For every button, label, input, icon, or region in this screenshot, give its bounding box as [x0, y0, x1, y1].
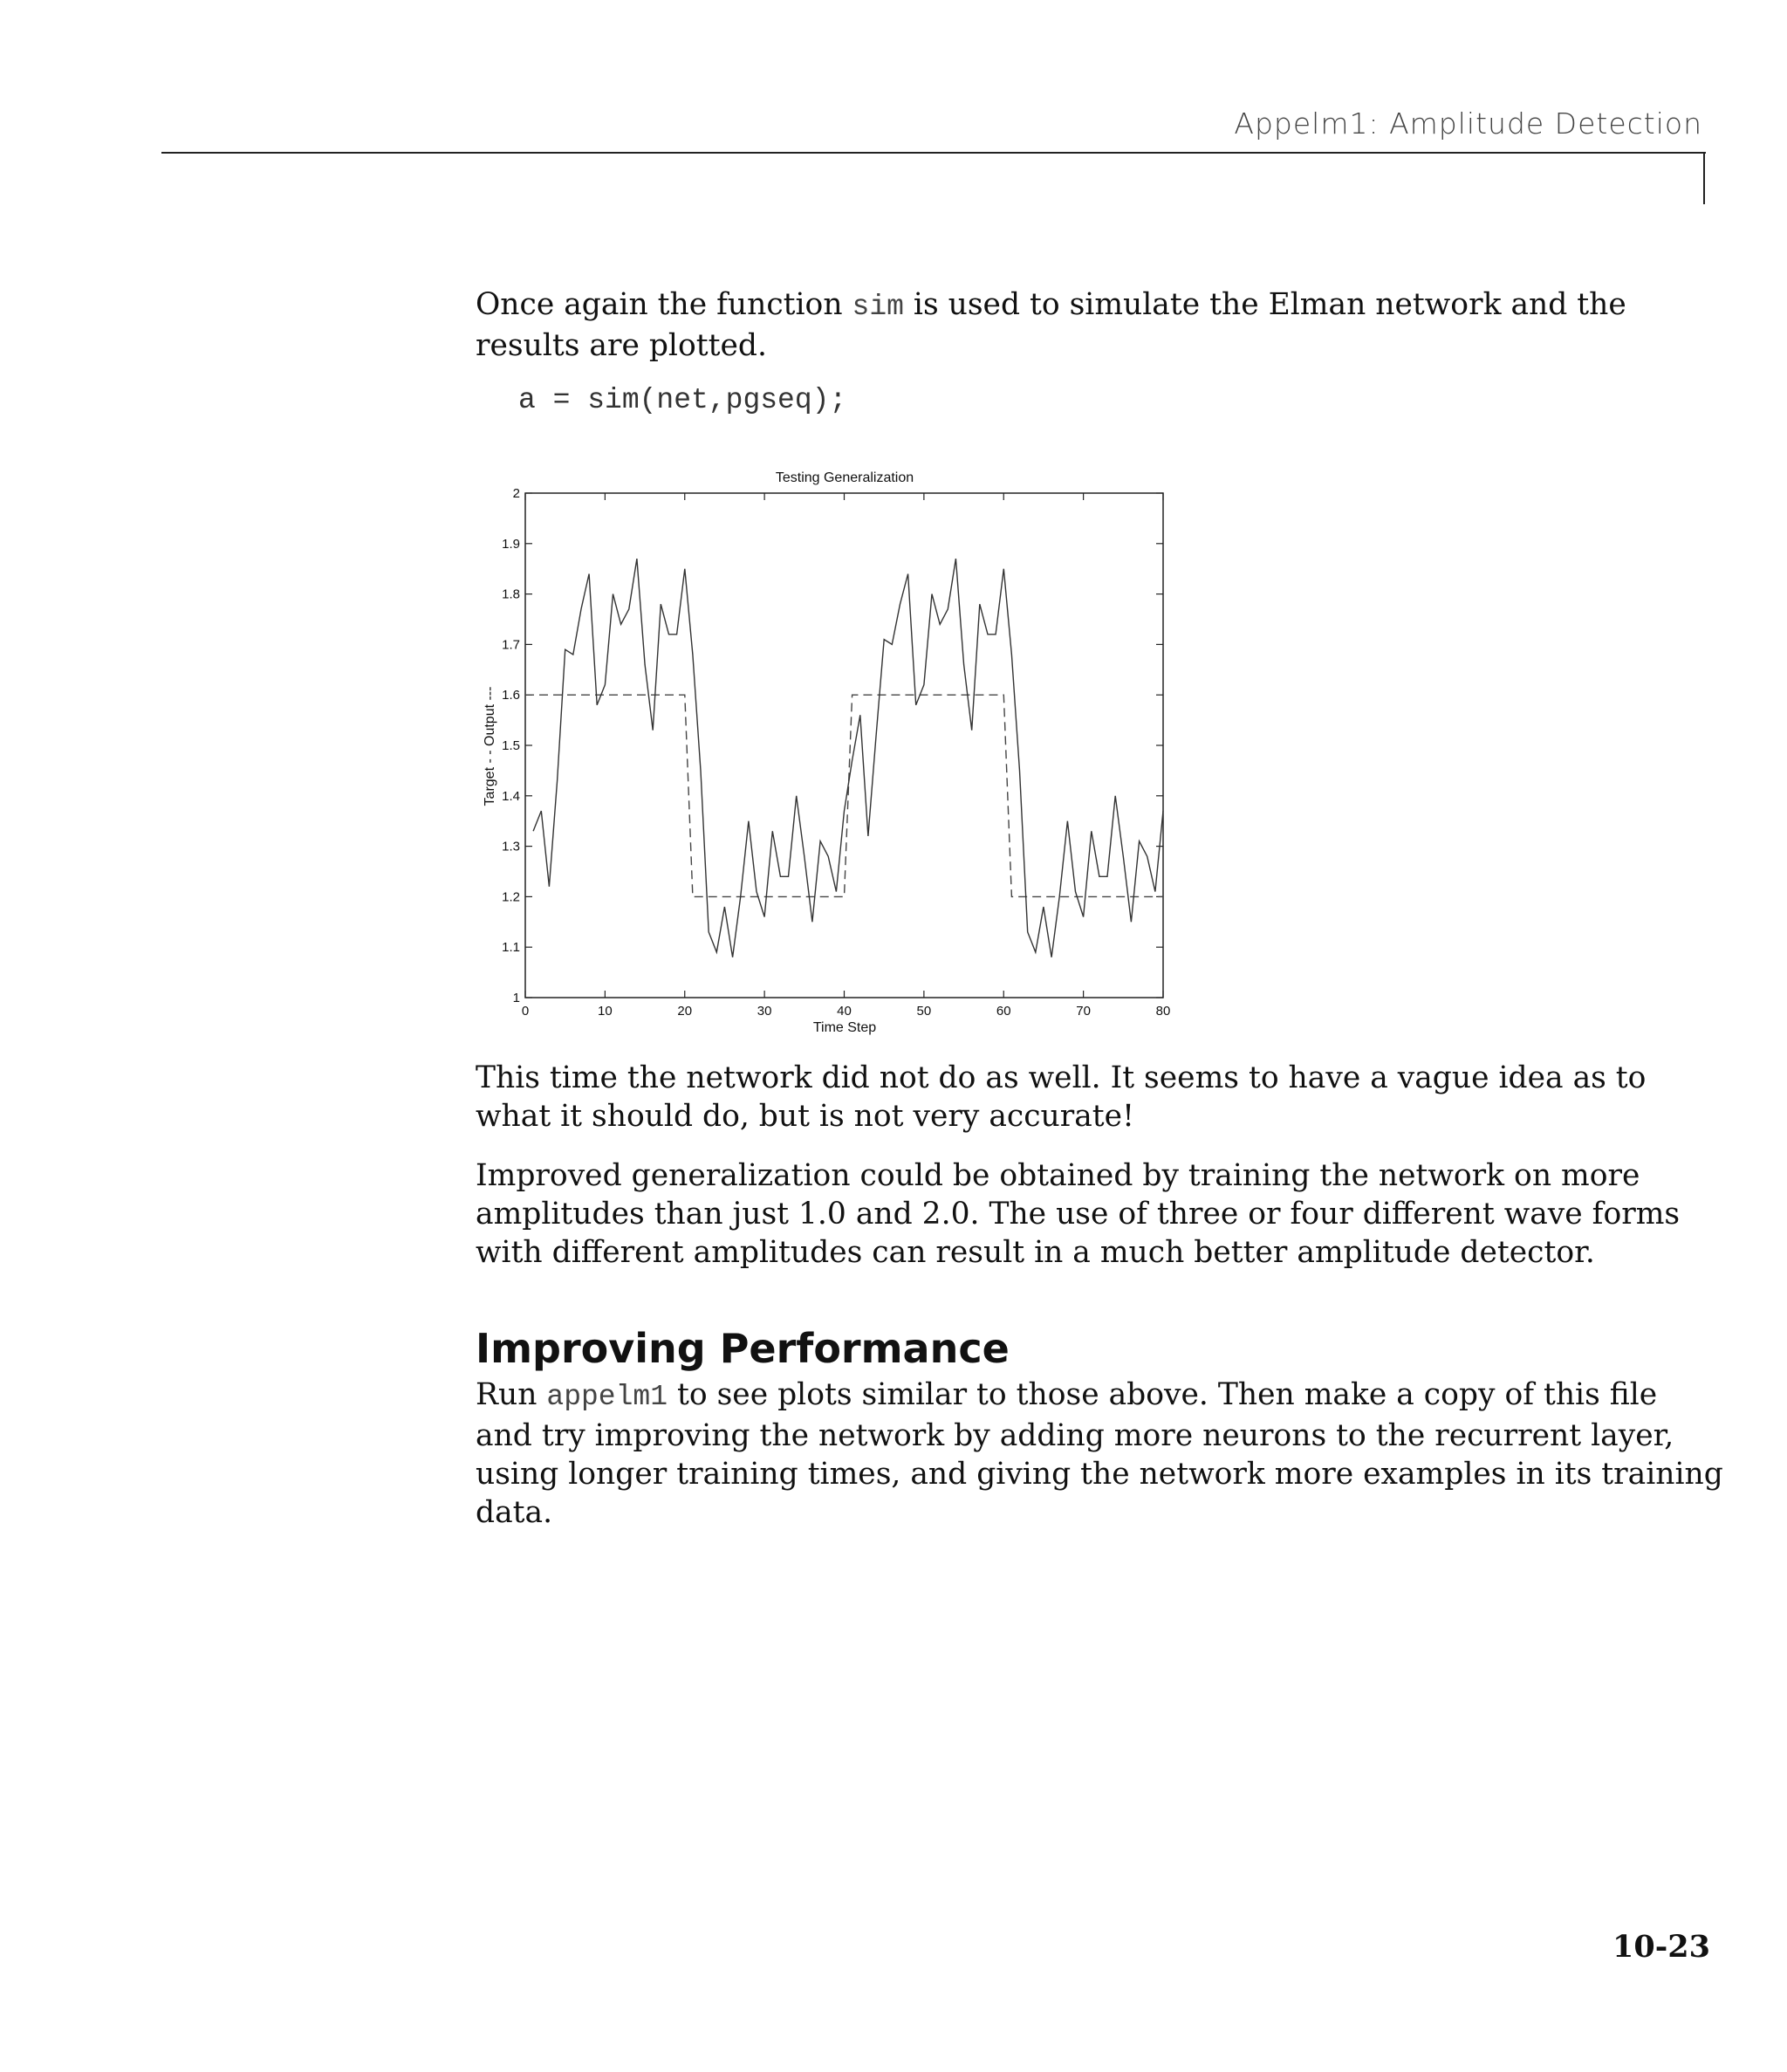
x-tick-label: 70 — [1076, 1004, 1091, 1019]
inline-code-sim: sim — [852, 291, 904, 323]
x-tick-label: 40 — [837, 1004, 852, 1019]
plot-frame — [525, 493, 1163, 998]
header-rule-corner — [1703, 152, 1705, 204]
run-paragraph — [476, 1376, 1723, 1532]
y-tick-label: 2 — [512, 486, 520, 501]
y-tick-label: 1.9 — [502, 536, 520, 552]
chart-plot-area — [502, 486, 1170, 1019]
y-tick-label: 1 — [512, 991, 520, 1005]
run-text-after: to see plots similar to those above. Then make a copy of this file and try improving the network by adding more neurons to the recurrent layer, using longer training times, and giving the network more examples in its training data. — [476, 1377, 1723, 1530]
y-tick-label: 1.5 — [502, 738, 520, 753]
testing-generalization-chart — [471, 463, 1178, 1039]
y-tick-label: 1.8 — [502, 587, 520, 602]
x-tick-label: 10 — [598, 1004, 613, 1019]
intro-text-before: Once again the function — [476, 287, 852, 322]
y-tick-label: 1.6 — [502, 688, 520, 703]
x-tick-label: 30 — [757, 1004, 772, 1019]
y-tick-label: 1.2 — [502, 889, 520, 905]
x-tick-label: 50 — [916, 1004, 932, 1019]
chart-xlabel: Time Step — [812, 1020, 877, 1035]
chart-title: Testing Generalization — [775, 470, 914, 485]
x-tick-label: 0 — [521, 1004, 530, 1019]
header-rule — [161, 152, 1706, 154]
page-number: 10-23 — [1612, 1929, 1710, 1965]
improvement-paragraph: Improved generalization could be obtained by training the network on more amplitudes than just 1.0 and 2.0. The use of three or four different wave forms with different amplitudes can result in a much better amplitude detector. — [476, 1158, 1681, 1270]
y-tick-label: 1.4 — [502, 788, 520, 804]
inline-code-appelm1: appelm1 — [546, 1381, 668, 1413]
intro-text-after: is used to simulate the Elman network and the results are plotted. — [476, 287, 1626, 363]
result-paragraph: This time the network did not do as well. It seems to have a vague idea as to what it should do, but is not very accurate! — [476, 1060, 1647, 1134]
intro-paragraph — [476, 285, 1723, 365]
x-tick-label: 80 — [1155, 1004, 1171, 1019]
y-tick-label: 1.1 — [502, 940, 520, 956]
run-text-before: Run — [476, 1377, 547, 1412]
x-tick-label: 60 — [996, 1004, 1011, 1019]
y-tick-label: 1.7 — [502, 637, 520, 653]
x-tick-label: 20 — [677, 1004, 693, 1019]
chart-ylabel: Target - - Output --- — [483, 686, 497, 806]
section-heading: Improving Performance — [476, 1325, 1010, 1372]
code-line: a = sim(net,pgseq); — [518, 384, 847, 416]
running-header: Appelm1: Amplitude Detection — [1234, 106, 1702, 141]
y-tick-label: 1.3 — [502, 839, 520, 854]
